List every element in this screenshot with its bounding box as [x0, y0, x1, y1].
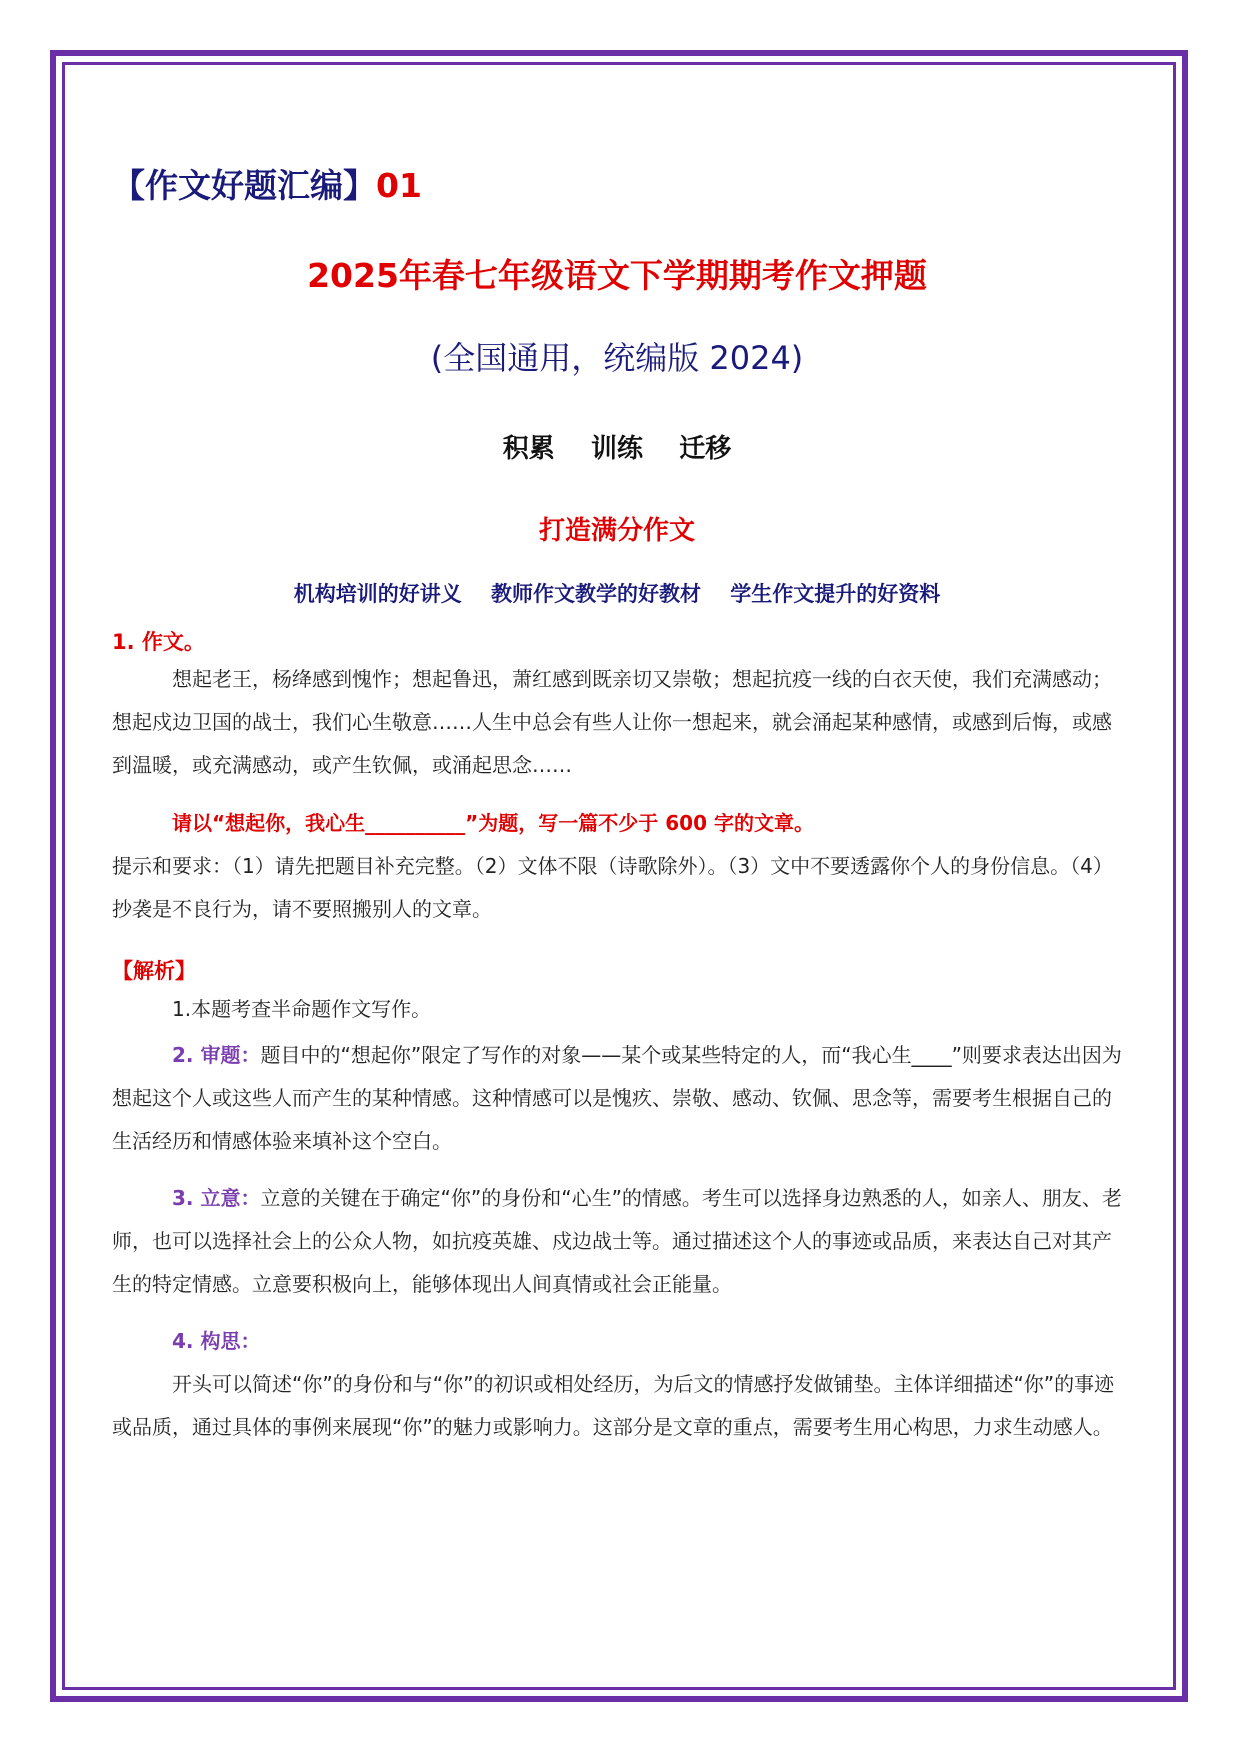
question-heading: 1. 作文。 — [112, 630, 205, 654]
promo-line: 机构培训的好讲义 教师作文教学的好教材 学生作文提升的好资料 — [293, 582, 941, 606]
series-text: 【作文好题汇编】 — [112, 166, 376, 205]
analysis-point-2-text: 题目中的“想起你”限定了写作的对象——某个或某些特定的人，而“我心生____”则要求表达出因为想起这个人或这些人而产生的某种情感。这种情感可以是愧疚、崇敬、感动、钦佩、思念等，需要考生根据自己的生活经历和情感体验来填补这个空白。 — [112, 1043, 1122, 1153]
question-requirements: 提示和要求：（1）请先把题目补充完整。（2）文体不限（诗歌除外）。（3）文中不要透露你个人的身份信息。（4）抄袭是不良行为，请不要照搬别人的文章。 — [112, 854, 1113, 921]
series-number: 01 — [376, 166, 422, 205]
analysis-point-4-label: 4. 构思： — [172, 1329, 261, 1353]
analysis-point-1: 1.本题考查半命题作文写作。 — [172, 997, 432, 1021]
analysis-point-2 — [112, 1034, 1122, 1163]
analysis-point-4-text: 开头可以简述“你”的身份和与“你”的初识或相处经历，为后文的情感抒发做铺垫。主体详细描述“你”的事迹或品质，通过具体的事例来展现“你”的魅力或影响力。这部分是文章的重点，需要考生用心构思，力求生动感人。 — [112, 1372, 1115, 1439]
analysis-point-3-text: 立意的关键在于确定“你”的身份和“心生”的情感。考生可以选择身边熟悉的人，如亲人、朋友、老师，也可以选择社会上的公众人物，如抗疫英雄、戍边战士等。通过描述这个人的事迹或品质，来表达自己对其产生的特定情感。立意要积极向上，能够体现出人间真情或社会正能量。 — [112, 1186, 1122, 1296]
series-label — [112, 160, 422, 207]
analysis-point-3 — [112, 1177, 1122, 1306]
question-task: 请以“想起你，我心生__________”为题，写一篇不少于 600 字的文章。 — [172, 811, 814, 835]
analysis-heading: 【解析】 — [112, 959, 196, 983]
analysis-point-2-label: 2. 审题： — [172, 1043, 261, 1067]
tagline: 积累 训练 迁移 — [502, 434, 732, 464]
document-subtitle: (全国通用，统编版 2024) — [430, 339, 804, 377]
document-title: 2025年春七年级语文下学期期考作文押题 — [307, 256, 927, 295]
slogan: 打造满分作文 — [538, 516, 695, 546]
analysis-point-3-label: 3. 立意： — [172, 1186, 261, 1210]
question-prompt: 想起老王，杨绛感到愧怍；想起鲁迅，萧红感到既亲切又崇敬；想起抗疫一线的白衣天使，我们充满感动；想起戍边卫国的战士，我们心生敬意……人生中总会有些人让你一想起来，就会涌起某种感情，或感到后悔，或感到温暖，或充满感动，或产生钦佩，或涌起思念…… — [112, 667, 1112, 777]
